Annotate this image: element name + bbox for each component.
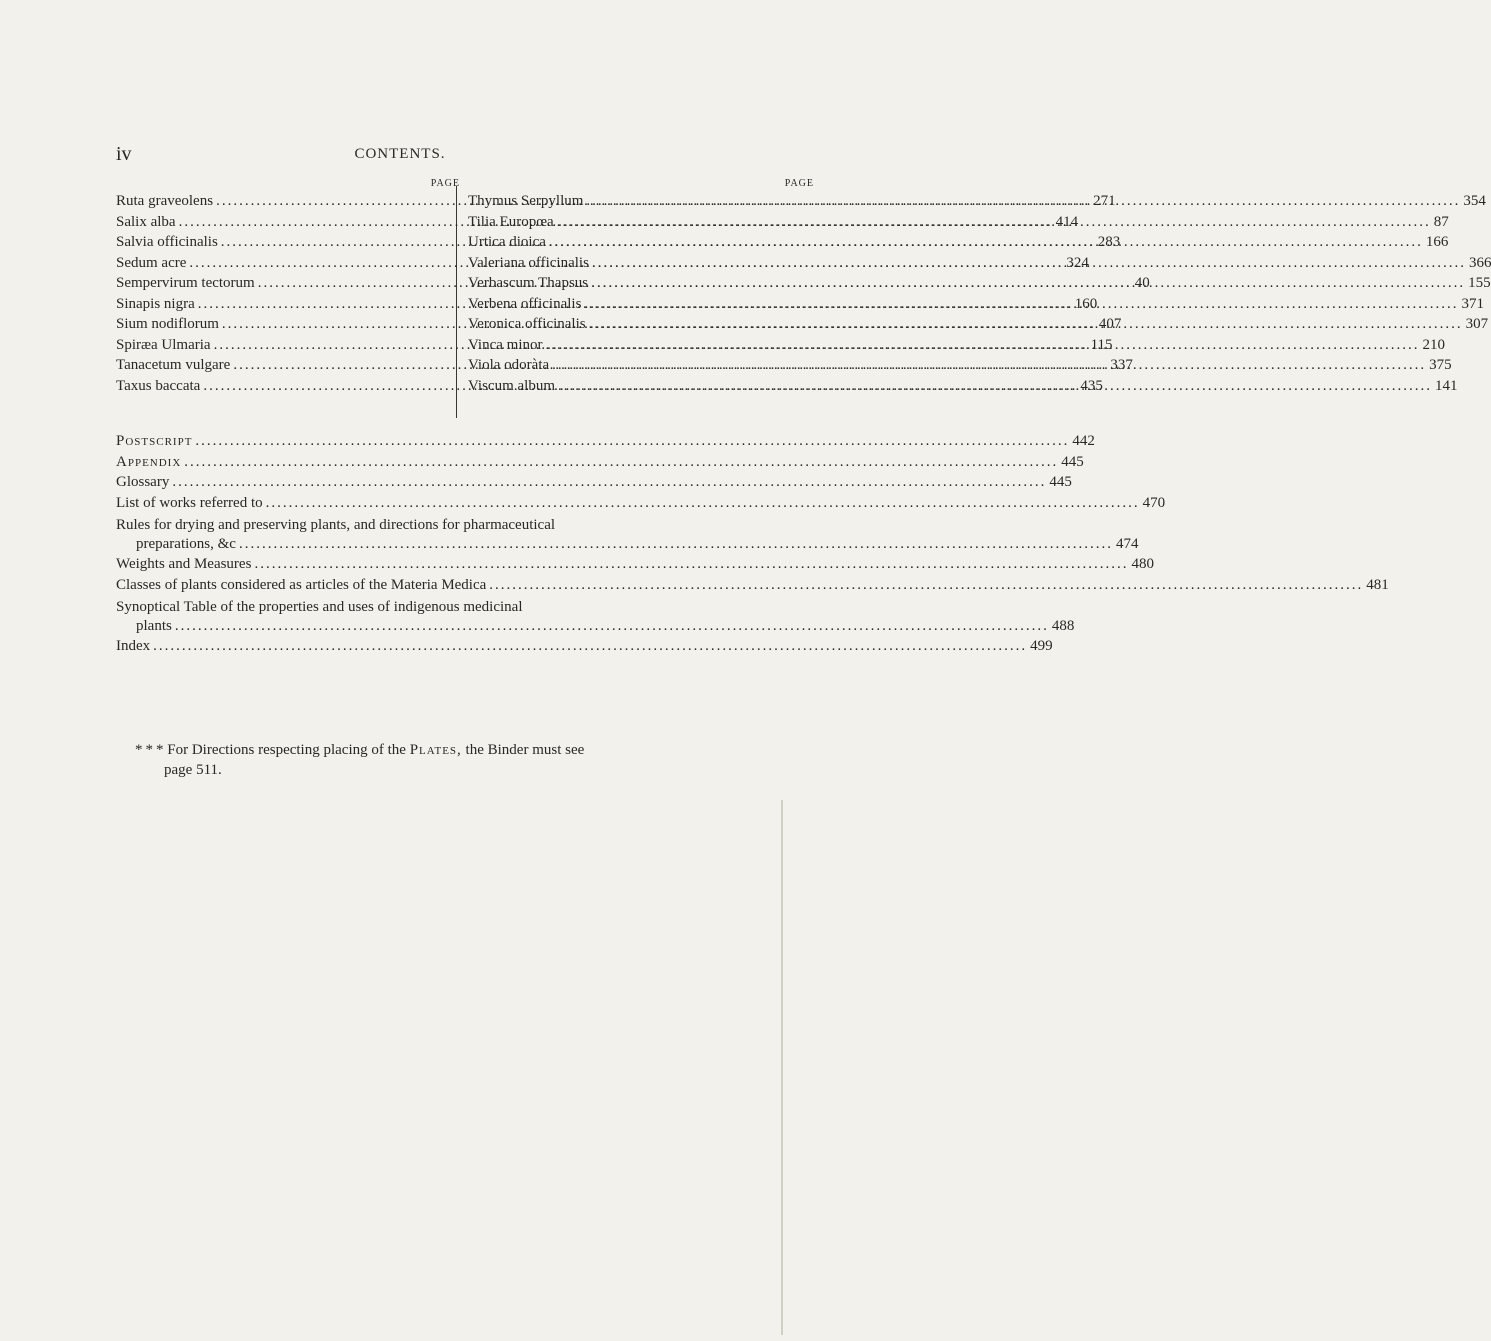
binder-note-line1 (135, 740, 735, 760)
note-marker: * * * (135, 742, 164, 758)
note-text-before: For Directions respecting placing of the (167, 742, 406, 758)
page-heading-left: PAGE (430, 178, 460, 189)
toc-entry: Vinca minor ..... 210 (468, 337, 814, 358)
toc-entry: Spiræa Ulmaria ..... 115 (116, 337, 460, 358)
binder-note (135, 740, 735, 780)
toc-entry: Sinapis nigra ..... 160 (116, 296, 460, 317)
page-heading-right: PAGE (784, 178, 814, 189)
toc-rules-line1: Rules for drying and preserving plants, and directions for pharmaceutical (116, 517, 556, 533)
note-plates: Plates, (409, 742, 462, 758)
page-number: iv (116, 143, 132, 165)
toc-entry: Viola odoràta ..... 375 (468, 357, 814, 378)
toc-entry: Veronica officinalis ..... 307 (468, 316, 814, 337)
toc-entry: Viscum album ..... 141 (468, 378, 814, 399)
toc-entry: Sempervirum tectorum ..... 40 (116, 275, 460, 296)
toc-entry: Verbascum Thapsus ..... 155 (468, 275, 814, 296)
toc-entry: Sedum acre ..... 324 (116, 255, 460, 276)
toc-entry: Tilia Europœa ..... 87 (468, 214, 814, 235)
toc-entry: Urtica dioica ..... 166 (468, 234, 814, 255)
toc-entry: Salvia officinalis ..... 283 (116, 234, 460, 255)
toc-entry: Tanacetum vulgare ..... 337 (116, 357, 460, 378)
toc-entry: Ruta graveolens ..... 271 (116, 193, 460, 214)
toc-synoptical-line2: plants ..... 488 (116, 618, 698, 639)
toc-works: List of works referred to ..... 470 (116, 495, 698, 516)
toc-postscript: Postscript ..... 442 (116, 433, 698, 454)
toc-synoptical-line1: Synoptical Table of the properties and uses of indigenous medicinal (116, 599, 523, 615)
toc-appendix: Appendix ..... 445 (116, 454, 698, 475)
toc-entry: Valeriana officinalis ..... 366 (468, 255, 814, 276)
toc-rules-line2: preparations, &c ..... 474 (116, 536, 698, 557)
page-edge-shadow (781, 800, 783, 1335)
toc-entry: Thymus Serpyllum ..... 354 (468, 193, 814, 214)
toc-index: Index ..... 499 (116, 638, 698, 659)
toc-sections (116, 433, 1389, 659)
toc-entry: Sium nodiflorum ..... 407 (116, 316, 460, 337)
toc-entry: Verbena officinalis ..... 371 (468, 296, 814, 317)
note-text-after: the Binder must see (465, 742, 585, 758)
binder-note-line2: page 511. (164, 762, 222, 778)
toc-weights: Weights and Measures ..... 480 (116, 556, 698, 577)
toc-glossary: Glossary ..... 445 (116, 474, 698, 495)
toc-classes: Classes of plants considered as articles of the Materia Medica ..... 481 (116, 577, 698, 598)
toc-entry: Taxus baccata ..... 435 (116, 378, 460, 399)
toc-entry: Salix alba ..... 414 (116, 214, 460, 235)
running-title: CONTENTS. (354, 146, 446, 162)
